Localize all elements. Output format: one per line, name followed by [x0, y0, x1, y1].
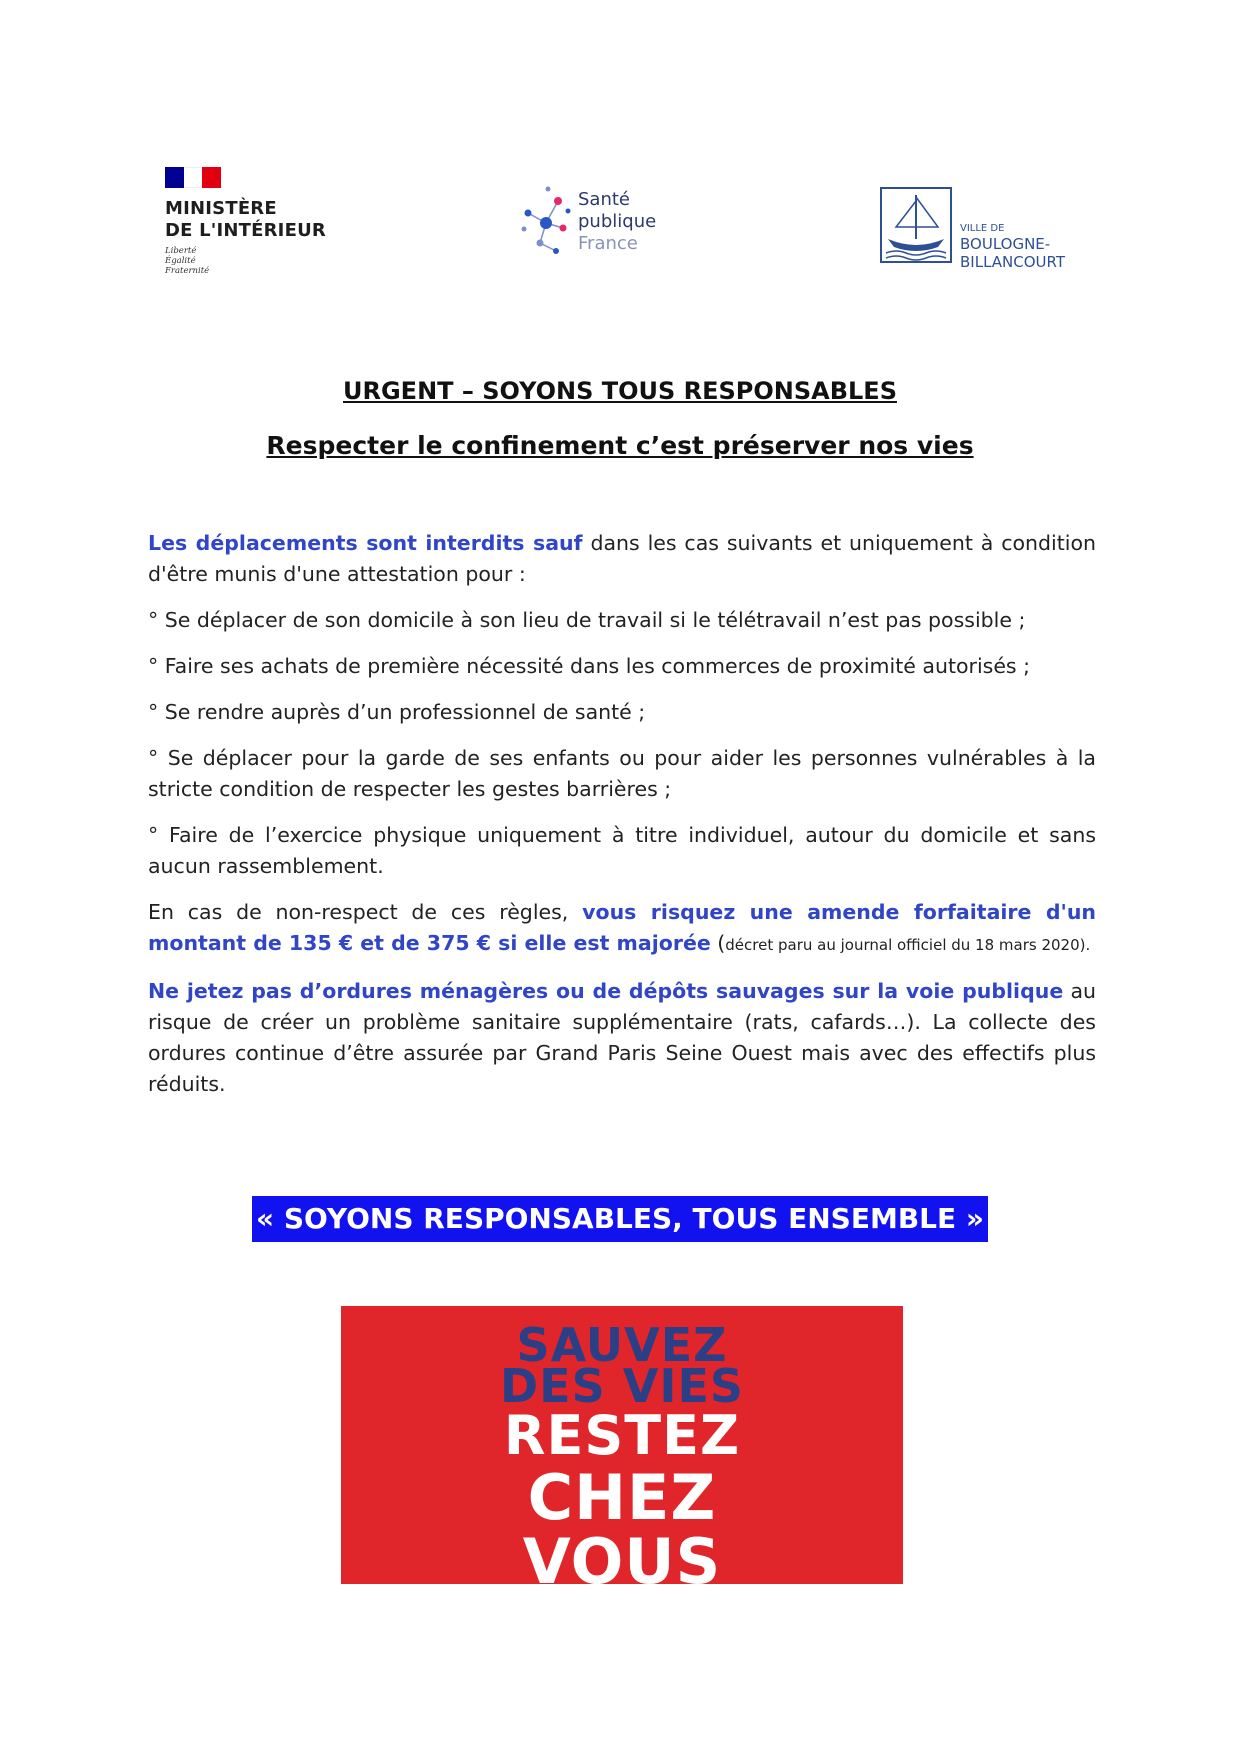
waste-paragraph: Ne jetez pas d’ordures ménagères ou de dépôts sauvages sur la voie publique au risque de créer un problème sanitaire supplémentaire (rats, cafards…). La collecte des ordures continue d’être assurée par Grand Paris Seine Ouest mais avec des effectifs plus réduits. — [148, 979, 1096, 1096]
page-subtitle: Respecter le confinement c’est préserver nos vies — [266, 431, 974, 460]
slogan-banner: « SOYONS RESPONSABLES, TOUS ENSEMBLE » — [252, 1196, 988, 1242]
ministere-interieur-logo — [165, 167, 365, 297]
molecule-icon — [518, 183, 576, 263]
page-title: URGENT – SOYONS TOUS RESPONSABLES — [343, 377, 897, 405]
boulogne-wordmark: VILLE DE BOULOGNE- BILLANCOURT — [960, 223, 1066, 271]
intro-paragraph: Les déplacements sont interdits sauf dans les cas suivants et uniquement à condition d'être munis d'une attestation pour : — [148, 531, 1097, 586]
fine-paragraph: En cas de non-respect de ces règles, vous risquez une amende forfaitaire d'un montant de 135 € et de 375 € si elle est majorée (décret paru au journal officiel du 18 mars 2020). — [148, 900, 1097, 955]
sante-publique-france-logo — [518, 183, 678, 273]
list-item: ° Se rendre auprès d’un professionnel de santé ; — [148, 700, 646, 724]
list-item: ° Se déplacer pour la garde de ses enfants ou pour aider les personnes vulnérables à la stricte condition de respecter les gestes barrières ; — [148, 746, 1096, 801]
slogan-wrapper — [0, 1196, 1240, 1242]
banner-line: VOUS — [522, 1525, 722, 1598]
banner-text — [341, 1318, 903, 1598]
list-item: ° Faire ses achats de première nécessité dans les commerces de proximité autorisés ; — [148, 654, 1031, 678]
ship-crest-icon — [880, 187, 952, 263]
list-item: ° Se déplacer de son domicile à son lieu de travail si le télétravail n’est pas possible ; — [148, 608, 1026, 632]
french-flag-icon — [165, 167, 221, 188]
restez-chez-vous-banner — [341, 1306, 903, 1598]
document-body — [148, 528, 1096, 1115]
banner-line: RESTEZ — [503, 1404, 741, 1467]
sante-publique-wordmark: Santé publique France — [578, 189, 657, 254]
banner-line: DES VIES — [499, 1359, 745, 1413]
list-item: ° Faire de l’exercice physique uniquement à titre individuel, autour du domicile et sans aucun rassemblement. — [148, 823, 1096, 878]
republic-motto: Liberté Égalité Fraternité — [165, 246, 210, 276]
banner-line: SAUVEZ — [516, 1318, 728, 1372]
boulogne-billancourt-logo — [880, 187, 1080, 271]
banner-line: CHEZ — [527, 1461, 717, 1534]
ministere-name: MINISTÈRE DE L'INTÉRIEUR — [165, 198, 326, 241]
